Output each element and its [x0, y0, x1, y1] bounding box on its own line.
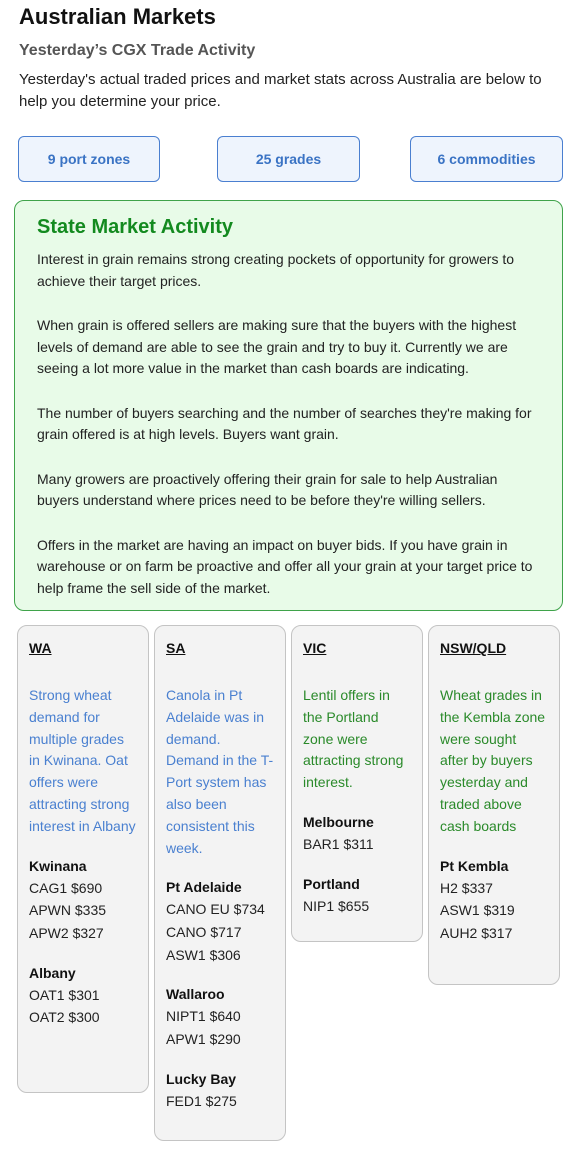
location-name: Kwinana [29, 857, 87, 874]
state-market-activity-panel [14, 200, 563, 611]
grades-button[interactable]: 25 grades [217, 136, 360, 182]
price-item: NIP1 $655 [303, 897, 370, 914]
price-item: APWN $335 [29, 902, 107, 919]
price-item: OAT1 $301 [29, 986, 100, 1003]
location-name: Lucky Bay [166, 1070, 237, 1087]
price-item: CANO EU $734 [166, 901, 265, 918]
state-description: Wheat grades in the Kembla zone were sought after by buyers yesterday and traded above cash boards [440, 687, 546, 834]
price-item: BAR1 $311 [303, 835, 374, 852]
location-name: Wallaroo [166, 986, 225, 1003]
commodities-button[interactable]: 6 commodities [410, 136, 563, 182]
price-item: H2 $337 [440, 879, 493, 896]
location-name: Portland [303, 875, 360, 892]
location-name: Melbourne [303, 813, 374, 830]
state-description: Lentil offers in the Portland zone were attracting strong interest. [303, 687, 404, 791]
activity-paragraph: Offers in the market are having an impact on buyer bids. If you have grain in warehouse or on farm be proactive and offer all your grain at your target price to help frame the sell side of the market. [37, 536, 533, 596]
state-link-wa[interactable]: WA [29, 640, 52, 656]
state-card-wa [17, 625, 149, 1093]
price-item: AUH2 $317 [440, 924, 513, 941]
location-name: Pt Adelaide [166, 879, 242, 896]
state-link-nsw-qld[interactable]: NSW/QLD [440, 640, 507, 656]
price-item: ASW1 $319 [440, 902, 515, 919]
location-name: Albany [29, 964, 76, 981]
state-description: Canola in Pt Adelaide was in demand. Demand in the T-Port system has also been consistent this week. [166, 687, 274, 856]
price-item: APW2 $327 [29, 924, 104, 941]
state-link-vic[interactable]: VIC [303, 640, 327, 656]
page-subtitle: Yesterday’s CGX Trade Activity [19, 42, 256, 59]
price-item: OAT2 $300 [29, 1009, 100, 1026]
price-item: CAG1 $690 [29, 879, 103, 896]
state-market-activity-title: State Market Activity [37, 216, 233, 238]
activity-paragraph: The number of buyers searching and the number of searches they're making for grain offered is at high levels. Buyers want grain. [37, 404, 532, 442]
state-link-sa[interactable]: SA [166, 640, 186, 656]
activity-paragraph: When grain is offered sellers are making sure that the buyers with the highest levels of demand are able to see the grain and try to buy it. Currently we are seeing a lot more value in the market than cash boards are indicating. [37, 317, 517, 376]
price-item: FED1 $275 [166, 1092, 237, 1109]
activity-paragraph: Many growers are proactively offering their grain for sale to help Australian buyers understand where prices need to be before they're willing sellers. [37, 470, 498, 508]
intro-text: Yesterday's actual traded prices and market stats across Australia are below to help you determine your price. [19, 71, 542, 110]
state-description: Strong wheat demand for multiple grades in Kwinana. Oat offers were attracting strong interest in Albany [29, 687, 136, 834]
location-name: Pt Kembla [440, 857, 509, 874]
state-card-nsw-qld [428, 625, 560, 985]
state-card-sa [154, 625, 286, 1141]
port-zones-button[interactable]: 9 port zones [18, 136, 160, 182]
page-title: Australian Markets [19, 4, 216, 29]
state-card-vic [291, 625, 423, 942]
activity-paragraph: Interest in grain remains strong creating pockets of opportunity for growers to achieve their target prices. [37, 251, 515, 289]
price-item: ASW1 $306 [166, 946, 241, 963]
price-item: CANO $717 [166, 924, 242, 941]
price-item: NIPT1 $640 [166, 1008, 241, 1025]
price-item: APW1 $290 [166, 1031, 241, 1048]
